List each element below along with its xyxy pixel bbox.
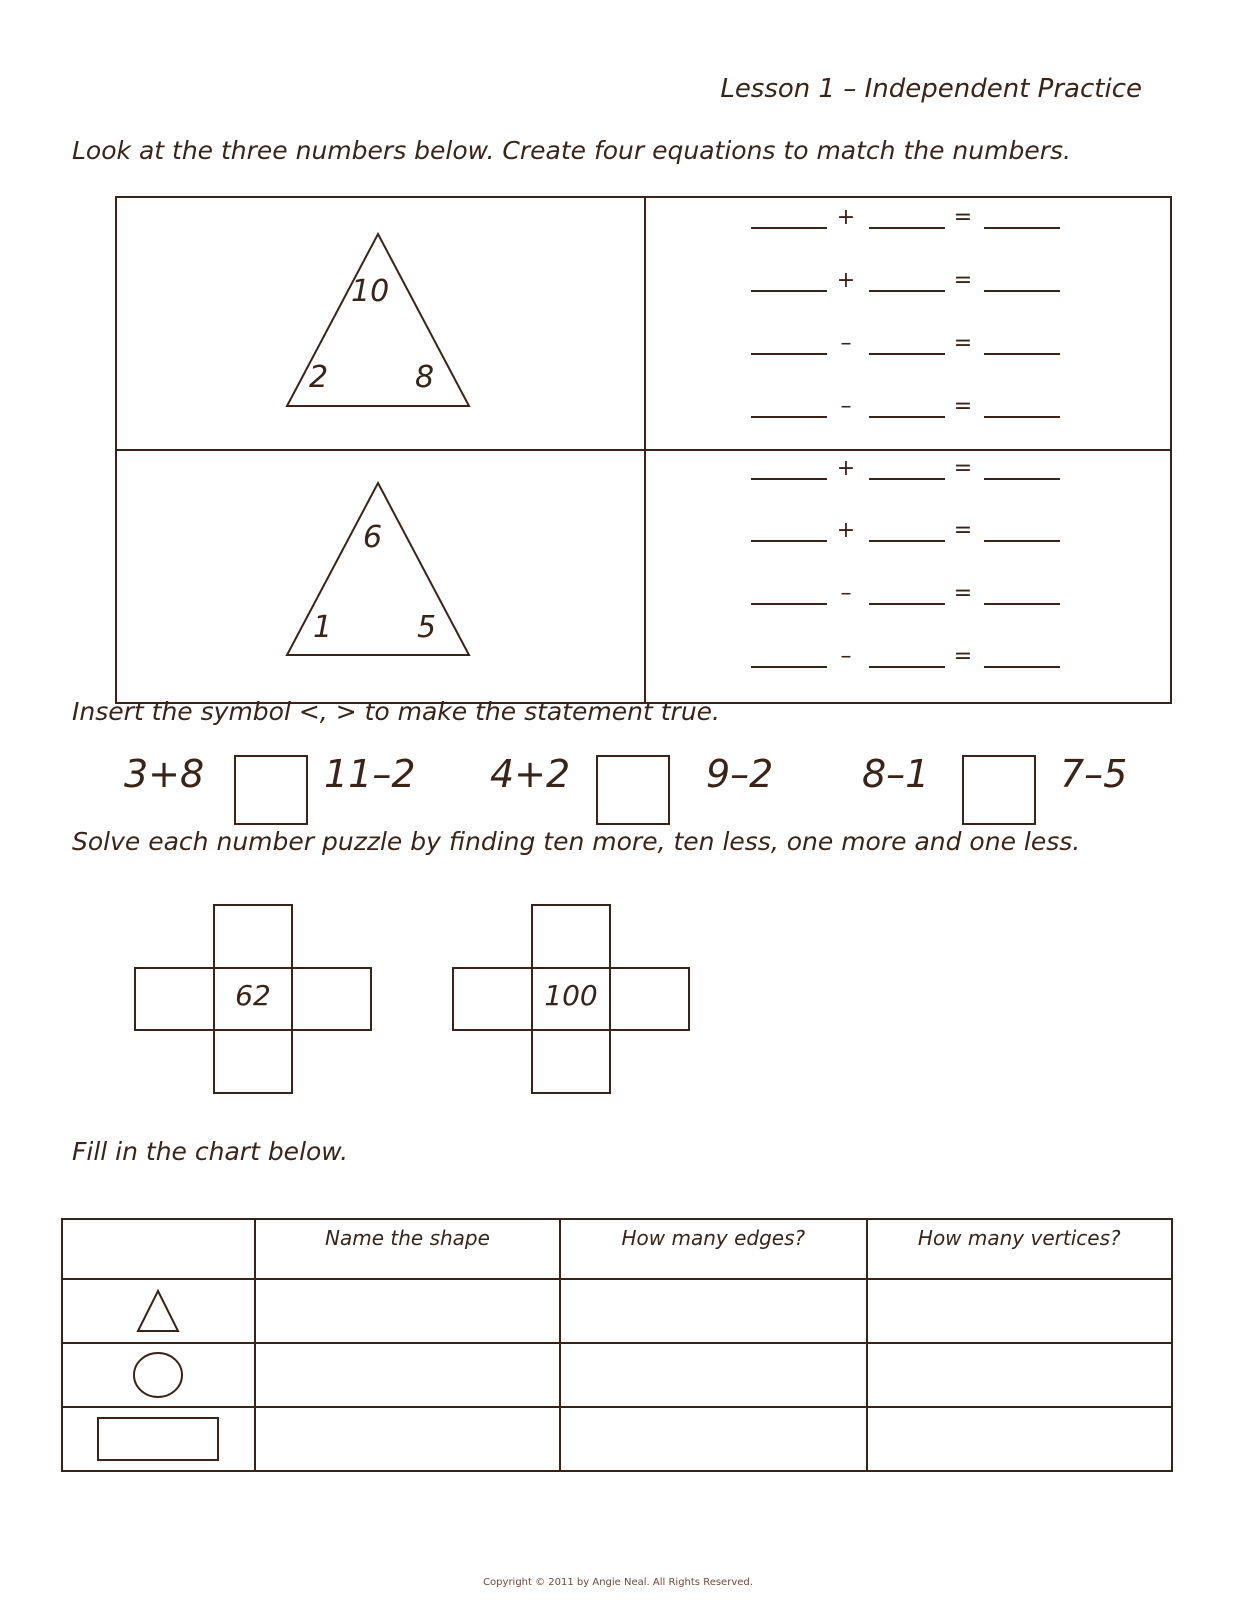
equation-row xyxy=(751,333,1071,355)
name-answer-cell[interactable] xyxy=(255,1279,560,1343)
operator: – xyxy=(840,394,852,419)
answer-blank[interactable] xyxy=(984,352,1060,355)
vertices-answer-cell[interactable] xyxy=(867,1343,1172,1407)
equals-sign: = xyxy=(953,581,973,606)
puzzle-2-number: 100 xyxy=(544,979,598,1012)
puzzle-2-one-more-box[interactable] xyxy=(609,967,690,1031)
answer-blank[interactable] xyxy=(869,415,945,418)
equation-row xyxy=(751,396,1071,418)
answer-blank[interactable] xyxy=(751,226,827,229)
equation-row xyxy=(751,458,1071,480)
shape-chart xyxy=(61,1218,1173,1472)
answer-blank[interactable] xyxy=(984,539,1060,542)
comparison-3-right: 7–5 xyxy=(1060,752,1128,796)
answer-blank[interactable] xyxy=(869,602,945,605)
answer-blank[interactable] xyxy=(869,289,945,292)
comparison-3-left: 8–1 xyxy=(862,752,930,796)
edges-answer-cell[interactable] xyxy=(560,1343,866,1407)
instruction-number-puzzle: Solve each number puzzle by finding ten more, ten less, one more and one less. xyxy=(72,827,1081,856)
comparison-2-right: 9–2 xyxy=(706,752,774,796)
shape-cell xyxy=(62,1407,255,1471)
answer-blank[interactable] xyxy=(984,415,1060,418)
answer-blank[interactable] xyxy=(751,602,827,605)
triangle-1-top-number: 10 xyxy=(351,274,390,309)
name-answer-cell[interactable] xyxy=(255,1407,560,1471)
shape-cell xyxy=(62,1343,255,1407)
instruction-chart: Fill in the chart below. xyxy=(72,1137,349,1166)
comparison-1-answer-box[interactable] xyxy=(234,755,308,825)
chart-header-edges: How many edges? xyxy=(560,1219,866,1279)
answer-blank[interactable] xyxy=(984,602,1060,605)
puzzle-1-number: 62 xyxy=(235,979,271,1012)
rectangle-shape-icon xyxy=(96,1416,220,1462)
operator: + xyxy=(836,268,856,293)
vertices-answer-cell[interactable] xyxy=(867,1279,1172,1343)
puzzle-2-ten-less-box[interactable] xyxy=(531,904,611,969)
edges-answer-cell[interactable] xyxy=(560,1279,866,1343)
answer-blank[interactable] xyxy=(869,477,945,480)
chart-row-circle xyxy=(62,1343,1172,1407)
equation-row xyxy=(751,520,1071,542)
chart-header-vertices: How many vertices? xyxy=(867,1219,1172,1279)
answer-blank[interactable] xyxy=(984,477,1060,480)
answer-blank[interactable] xyxy=(984,289,1060,292)
comparison-1-left: 3+8 xyxy=(124,752,205,796)
chart-header-row xyxy=(62,1219,1172,1279)
comparison-1-right: 11–2 xyxy=(324,752,416,796)
puzzle-1-ten-more-box[interactable] xyxy=(213,1029,293,1094)
answer-blank[interactable] xyxy=(984,226,1060,229)
name-answer-cell[interactable] xyxy=(255,1343,560,1407)
equals-sign: = xyxy=(953,456,973,481)
answer-blank[interactable] xyxy=(984,665,1060,668)
equation-row xyxy=(751,646,1071,668)
operator: + xyxy=(836,205,856,230)
equation-row xyxy=(751,270,1071,292)
comparison-2-left: 4+2 xyxy=(490,752,571,796)
circle-shape-icon xyxy=(131,1350,185,1400)
answer-blank[interactable] xyxy=(869,665,945,668)
answer-blank[interactable] xyxy=(751,289,827,292)
chart-row-rectangle xyxy=(62,1407,1172,1471)
chart-header-shape xyxy=(62,1219,255,1279)
answer-blank[interactable] xyxy=(751,665,827,668)
operator: – xyxy=(840,581,852,606)
triangle-2-left-number: 1 xyxy=(313,610,333,645)
triangle-1-right-number: 8 xyxy=(415,360,435,395)
operator: – xyxy=(840,331,852,356)
equals-sign: = xyxy=(953,268,973,293)
triangle-1-left-number: 2 xyxy=(309,360,329,395)
shape-cell xyxy=(62,1279,255,1343)
answer-blank[interactable] xyxy=(869,226,945,229)
comparison-3-answer-box[interactable] xyxy=(962,755,1036,825)
equals-sign: = xyxy=(953,205,973,230)
operator: + xyxy=(836,518,856,543)
answer-blank[interactable] xyxy=(751,477,827,480)
equals-sign: = xyxy=(953,644,973,669)
equals-sign: = xyxy=(953,394,973,419)
operator: + xyxy=(836,456,856,481)
answer-blank[interactable] xyxy=(869,539,945,542)
equals-sign: = xyxy=(953,518,973,543)
triangle-2-right-number: 5 xyxy=(417,610,437,645)
answer-blank[interactable] xyxy=(751,415,827,418)
puzzle-2-one-less-box[interactable] xyxy=(452,967,533,1031)
puzzle-1-ten-less-box[interactable] xyxy=(213,904,293,969)
chart-header-name: Name the shape xyxy=(255,1219,560,1279)
answer-blank[interactable] xyxy=(751,352,827,355)
copyright-notice: Copyright © 2011 by Angie Neal. All Rights Reserved. xyxy=(483,1577,753,1588)
instruction-fact-families: Look at the three numbers below. Create four equations to match the numbers. xyxy=(72,136,1071,165)
puzzle-1-one-less-box[interactable] xyxy=(134,967,215,1031)
equation-row xyxy=(751,583,1071,605)
puzzle-1-one-more-box[interactable] xyxy=(291,967,372,1031)
instruction-compare: Insert the symbol <, > to make the statement true. xyxy=(72,697,720,726)
puzzle-2-ten-more-box[interactable] xyxy=(531,1029,611,1094)
comparison-2-answer-box[interactable] xyxy=(596,755,670,825)
chart-row-triangle xyxy=(62,1279,1172,1343)
triangle-shape-icon xyxy=(135,1288,181,1334)
triangle-2-top-number: 6 xyxy=(363,520,383,555)
equation-row xyxy=(751,207,1071,229)
vertices-answer-cell[interactable] xyxy=(867,1407,1172,1471)
answer-blank[interactable] xyxy=(869,352,945,355)
page-title: Lesson 1 – Independent Practice xyxy=(720,74,1142,104)
equals-sign: = xyxy=(953,331,973,356)
edges-answer-cell[interactable] xyxy=(560,1407,866,1471)
operator: – xyxy=(840,644,852,669)
answer-blank[interactable] xyxy=(751,539,827,542)
